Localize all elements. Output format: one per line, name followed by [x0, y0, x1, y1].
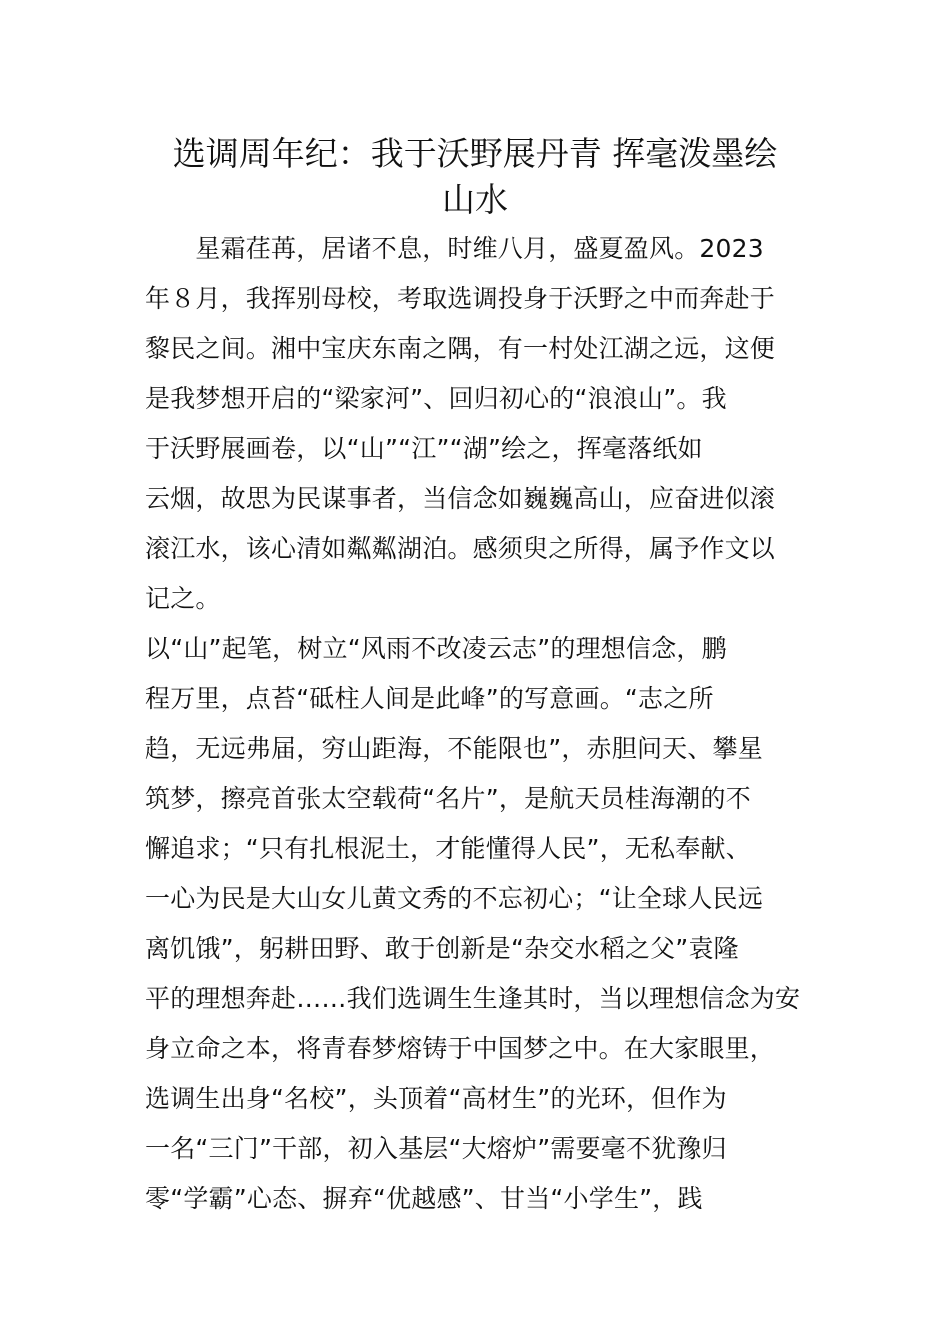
body-line-4: 是我梦想开启的“梁家河”、回归初心的“浪浪山”。我 [145, 384, 727, 413]
body-line-14: 一心为民是大山女儿黄文秀的不忘初心；“让全球人民远 [145, 884, 763, 913]
document-title-line-1: 选调周年纪：我于沃野展丹青 挥毫泼墨绘 [172, 134, 778, 173]
body-line-6: 云烟，故思为民谋事者，当信念如巍巍高山，应奋进似滚 [145, 484, 776, 513]
body-line-12: 筑梦，擦亮首张太空载荷“名片”，是航天员桂海潮的不 [145, 784, 751, 813]
body-line-19: 一名“三门”干部，初入基层“大熔炉”需要毫不犹豫归 [145, 1134, 727, 1163]
body-line-7: 滚江水，该心清如粼粼湖泊。感须臾之所得，属予作文以 [145, 534, 776, 563]
body-line-20: 零“学霸”心态、摒弃“优越感”、甘当“小学生”，践 [145, 1184, 703, 1213]
document-title-line-2: 山水 [442, 180, 508, 219]
body-line-2: 年８月，我挥别母校，考取选调投身于沃野之中而奔赴于 [145, 284, 776, 313]
body-line-3: 黎民之间。湘中宝庆东南之隅，有一村处江湖之远，这便 [145, 334, 776, 363]
body-line-9: 以“山”起笔，树立“风雨不改凌云志”的理想信念，鹏 [145, 634, 727, 663]
body-line-16: 平的理想奔赴……我们选调生生逢其时，当以理想信念为安 [145, 984, 801, 1013]
body-line-15: 离饥饿”，躬耕田野、敢于创新是“杂交水稻之父”袁隆 [145, 934, 739, 963]
body-line-10: 程万里，点苔“砥柱人间是此峰”的写意画。“志之所 [145, 684, 714, 713]
body-line-13: 懈追求；“只有扎根泥土，才能懂得人民”，无私奉献、 [145, 834, 751, 863]
body-line-11: 趋，无远弗届，穷山距海，不能限也”，赤胆问天、攀星 [145, 734, 763, 763]
body-line-17: 身立命之本，将青春梦熔铸于中国梦之中。在大家眼里， [145, 1034, 776, 1063]
body-line-8: 记之。 [145, 584, 221, 613]
body-line-1: 星霜荏苒，居诸不息，时维八月，盛夏盈风。2023 [145, 234, 764, 263]
body-line-18: 选调生出身“名校”，头顶着“高材生”的光环，但作为 [145, 1084, 727, 1113]
body-line-5: 于沃野展画卷，以“山”“江”“湖”绘之，挥毫落纸如 [145, 434, 703, 463]
